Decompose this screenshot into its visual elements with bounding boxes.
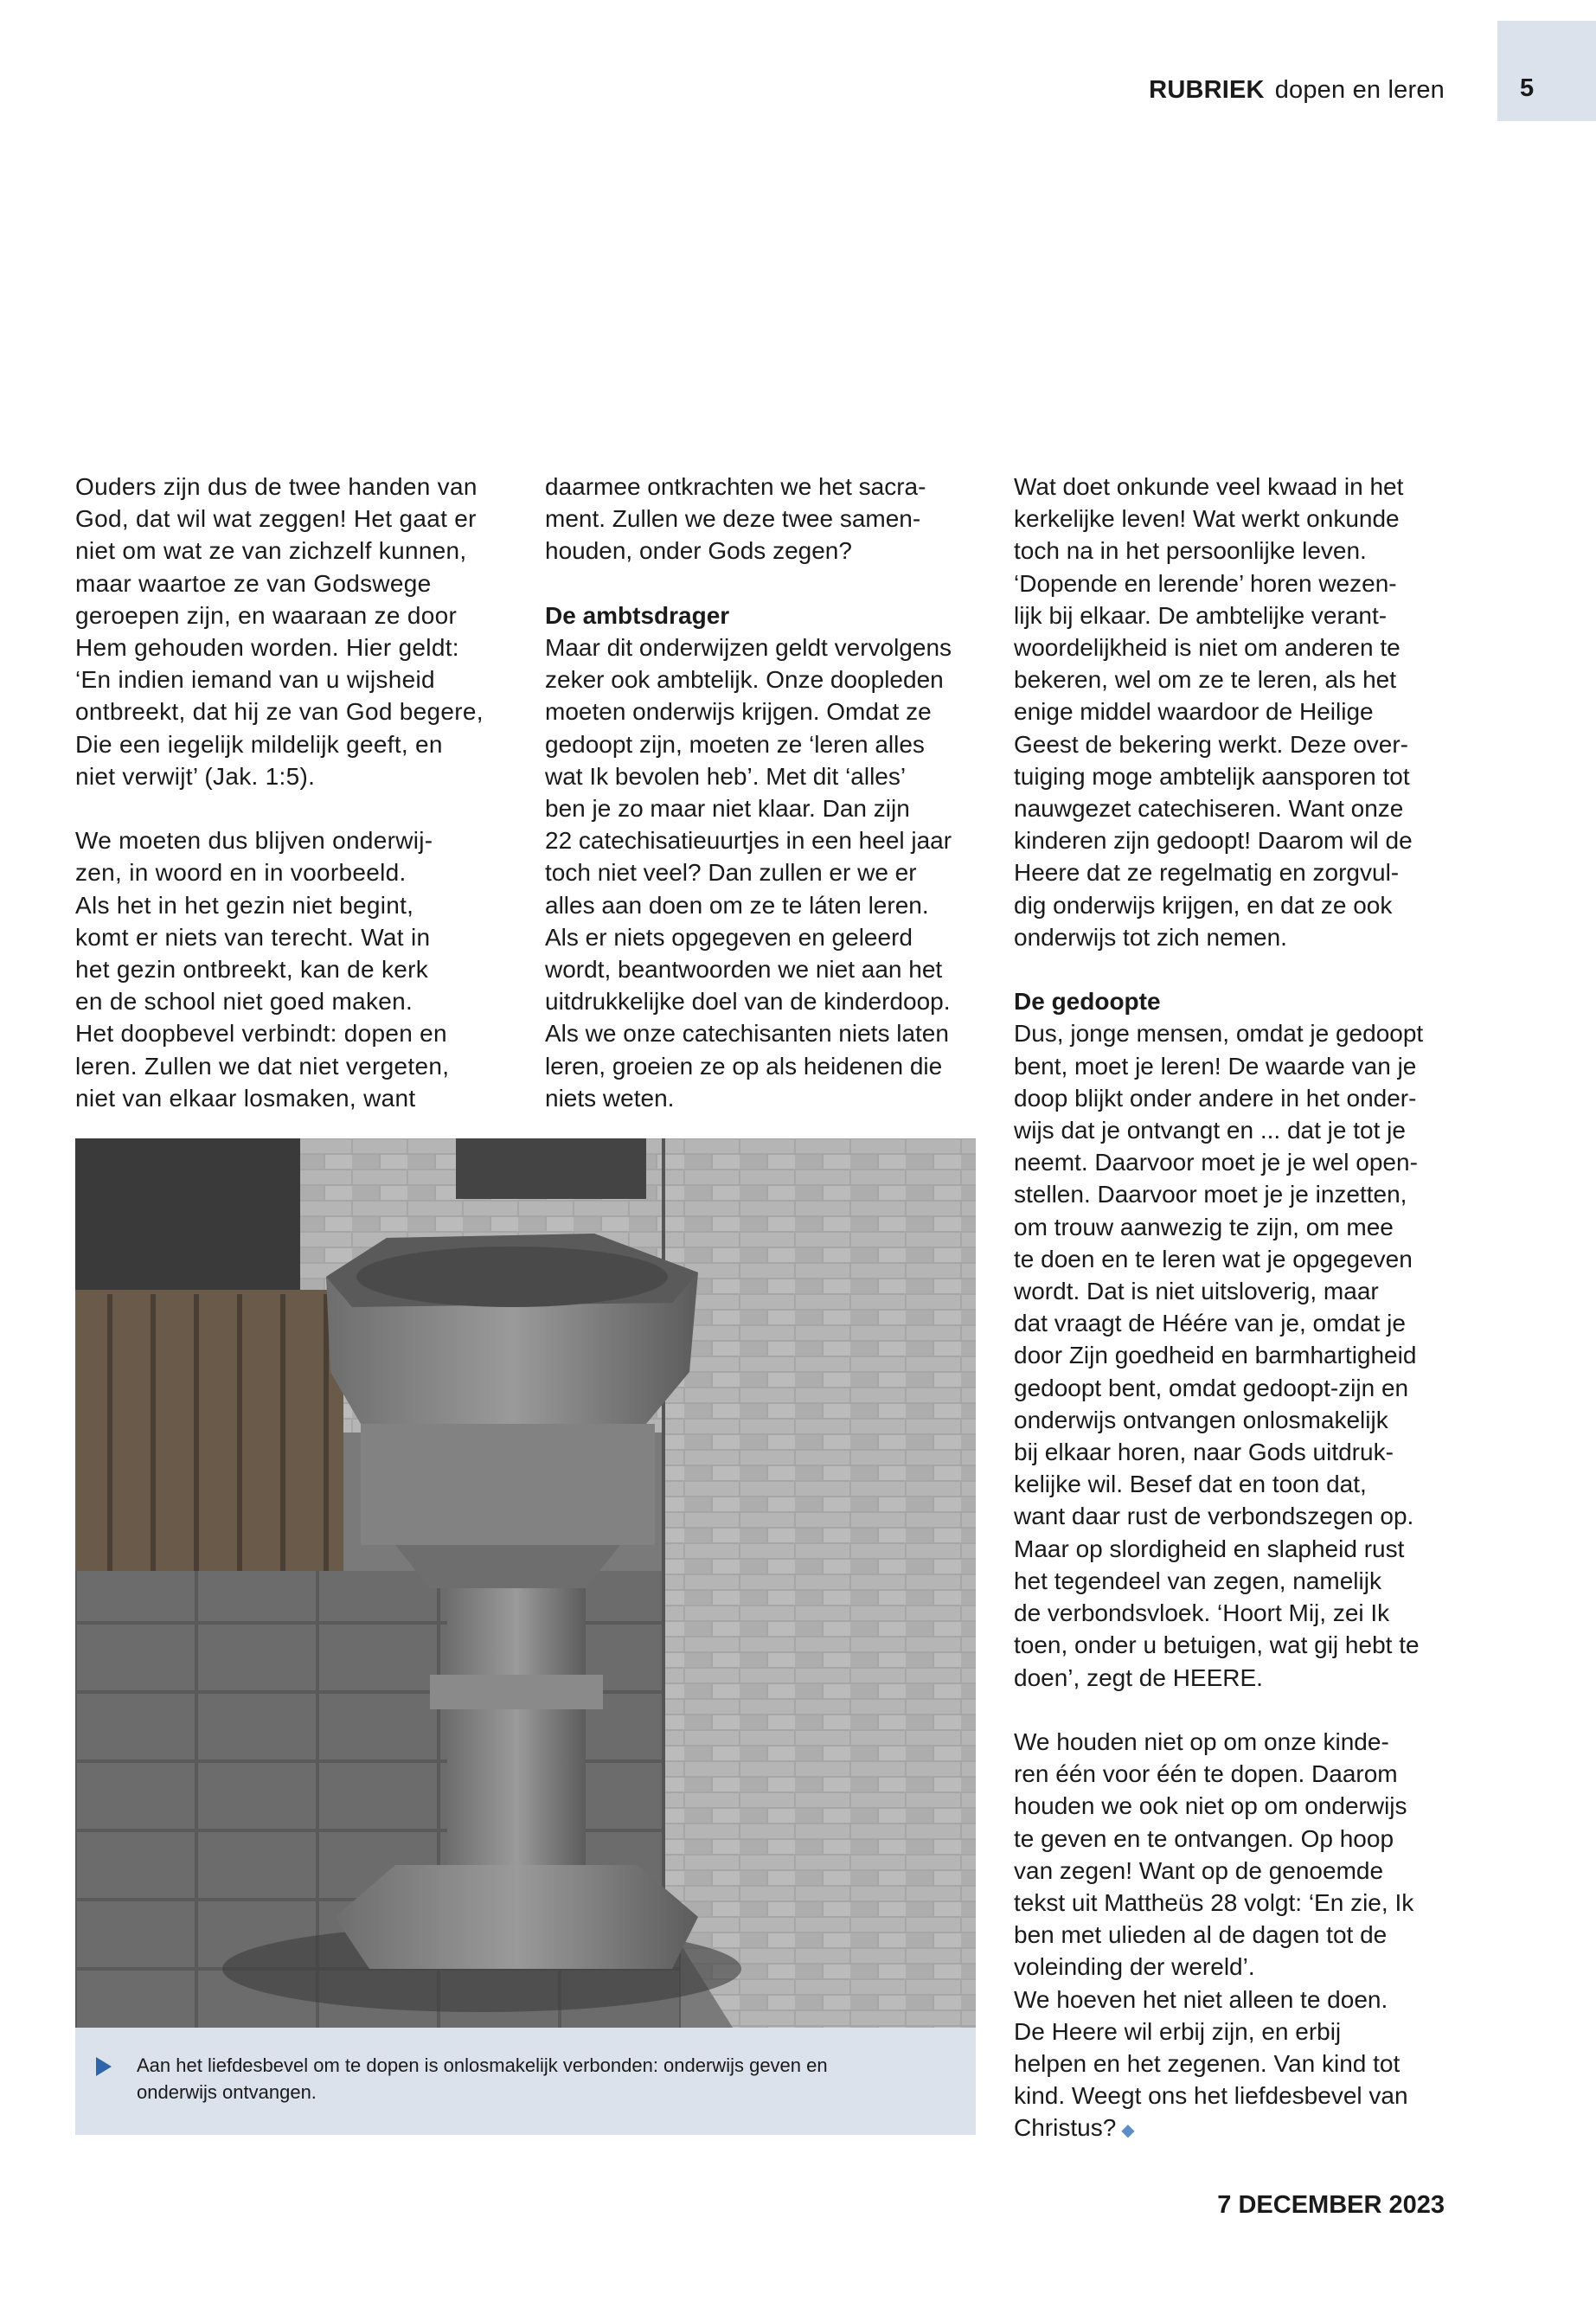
text-line: niets weten. bbox=[545, 1084, 675, 1112]
text-line: dat vraagt de Héére van je, omdat je bbox=[1014, 1310, 1406, 1337]
text-line: tuiging moge ambtelijk aansporen tot bbox=[1014, 762, 1410, 790]
text-line: Maar op slordigheid en slapheid rust bbox=[1014, 1535, 1405, 1562]
caption-arrow-icon bbox=[96, 2057, 112, 2076]
paragraph-gap bbox=[1014, 1694, 1423, 1726]
text-line: gedoopt bent, omdat gedoopt-zijn en bbox=[1014, 1374, 1409, 1401]
text-line: kind. Weegt ons het liefdesbevel van bbox=[1014, 2082, 1408, 2110]
text-line: toen, onder u betuigen, wat gij hebt te bbox=[1014, 1631, 1420, 1659]
section-label: RUBRIEK bbox=[1149, 76, 1265, 104]
text-line: maar waartoe ze van Godswege bbox=[75, 569, 432, 597]
text-line: Wat doet onkunde veel kwaad in het bbox=[1014, 473, 1404, 500]
text-line: bekeren, wel om ze te leren, als het bbox=[1014, 666, 1397, 694]
text-line: helpen en het zegenen. Van kind tot bbox=[1014, 2049, 1401, 2077]
text-line: te geven en te ontvangen. Op hoop bbox=[1014, 1824, 1394, 1852]
text-line: ‘Dopende en lerende’ horen wezen- bbox=[1014, 569, 1397, 597]
paragraph-gap bbox=[75, 792, 484, 824]
text-line: Heere dat ze regelmatig en zorgvul- bbox=[1014, 859, 1400, 887]
text-line: Als het in het gezin niet begint, bbox=[75, 891, 414, 919]
column-1 bbox=[75, 471, 484, 1114]
text-line: woordelijkheid is niet om anderen te bbox=[1014, 634, 1401, 662]
text-line: zen, in woord en in voorbeeld. bbox=[75, 859, 407, 887]
text-line: niet om wat ze van zichzelf kunnen, bbox=[75, 537, 467, 565]
text-line: niet van elkaar losmaken, want bbox=[75, 1084, 416, 1112]
text-line: onderwijs ontvangen onlosmakelijk bbox=[1014, 1406, 1388, 1433]
text-line: alles aan doen om ze te láten leren. bbox=[545, 891, 929, 919]
text-line: komt er niets van terecht. Wat in bbox=[75, 923, 431, 951]
paragraph-gap bbox=[1014, 953, 1423, 985]
caption-line: Aan het liefdesbevel om te dopen is onlosmakelijk verbonden: onderwijs geven en bbox=[137, 2054, 828, 2076]
text-line: Hem gehouden worden. Hier geldt: bbox=[75, 634, 459, 662]
text-line: stellen. Daarvoor moet je je inzetten, bbox=[1014, 1181, 1407, 1208]
text-line: en de school niet goed maken. bbox=[75, 988, 413, 1016]
text-line: kelijke wil. Besef dat en toon dat, bbox=[1014, 1471, 1367, 1498]
text-line: wordt. Dat is niet uitsloverig, maar bbox=[1014, 1278, 1379, 1305]
text-line: bent, moet je leren! De waarde van je bbox=[1014, 1052, 1417, 1080]
text-line: ontbreekt, dat hij ze van God begere, bbox=[75, 698, 484, 726]
text-line: neemt. Daarvoor moet je je wel open- bbox=[1014, 1149, 1418, 1176]
text-line: wijs dat je ontvangt en ... dat je tot je bbox=[1014, 1117, 1406, 1144]
text-line: ren één voor één te dopen. Daarom bbox=[1014, 1760, 1398, 1788]
text-line: gedoopt zijn, moeten ze ‘leren alles bbox=[545, 730, 925, 758]
column-3 bbox=[1014, 471, 1423, 2148]
text-line: toch na in het persoonlijke leven. bbox=[1014, 537, 1367, 565]
photo-caption bbox=[75, 2028, 976, 2135]
text-line: doop blijkt onder andere in het onder- bbox=[1014, 1084, 1417, 1112]
text-line: moeten onderwijs krijgen. Omdat ze bbox=[545, 698, 932, 726]
text-line: houden, onder Gods zegen? bbox=[545, 537, 852, 565]
text-line: wordt, beantwoorden we niet aan het bbox=[545, 956, 943, 984]
page-number-tab bbox=[1497, 21, 1596, 121]
text-line: door Zijn goedheid en barmhartigheid bbox=[1014, 1342, 1417, 1369]
text-line: Dus, jonge mensen, omdat je gedoopt bbox=[1014, 1020, 1424, 1048]
issue-date: 7 DECEMBER 2023 bbox=[1217, 2191, 1445, 2219]
text-line: doen’, zegt de HEERE. bbox=[1014, 1663, 1263, 1691]
text-line: De Heere wil erbij zijn, en erbij bbox=[1014, 2017, 1342, 2045]
text-line: Die een iegelijk mildelijk geeft, en bbox=[75, 730, 443, 758]
text-line: ben met ulieden al de dagen tot de bbox=[1014, 1921, 1388, 1949]
caption-line: onderwijs ontvangen. bbox=[137, 2081, 317, 2103]
end-diamond-icon: ◆ bbox=[1121, 2121, 1135, 2141]
text-line: Maar dit onderwijzen geldt vervolgens bbox=[545, 634, 952, 661]
section-topic: dopen en leren bbox=[1274, 76, 1445, 104]
text-line: God, dat wil wat zeggen! Het gaat er bbox=[75, 505, 477, 533]
baptismal-font-photo bbox=[75, 1138, 976, 2028]
text-line: leren, groeien ze op als heidenen die bbox=[545, 1052, 943, 1080]
subheading-gedoopte: De gedoopte bbox=[1014, 988, 1161, 1016]
text-line: Het doopbevel verbindt: dopen en bbox=[75, 1020, 447, 1048]
text-line: 22 catechisatieuurtjes in een heel jaar bbox=[545, 827, 952, 855]
text-line: om trouw aanwezig te zijn, om mee bbox=[1014, 1213, 1394, 1240]
text-line: dig onderwijs krijgen, en dat ze ook bbox=[1014, 891, 1393, 919]
text-line: lijk bij elkaar. De ambtelijke verant- bbox=[1014, 601, 1388, 629]
text-line: Als er niets opgegeven en geleerd bbox=[545, 923, 913, 951]
paragraph-gap bbox=[545, 567, 952, 599]
text-line: leren. Zullen we dat niet vergeten, bbox=[75, 1052, 450, 1080]
text-line: ment. Zullen we deze twee samen- bbox=[545, 505, 921, 533]
text-line-last bbox=[1014, 2112, 1423, 2147]
text-line: Als we onze catechisanten niets laten bbox=[545, 1020, 949, 1048]
subheading-ambtsdrager: De ambtsdrager bbox=[545, 601, 730, 629]
text-line: geroepen zijn, en waaraan ze door bbox=[75, 601, 458, 629]
text-line: bij elkaar horen, naar Gods uitdruk- bbox=[1014, 1439, 1394, 1466]
text-line: kerkelijke leven! Wat werkt onkunde bbox=[1014, 505, 1400, 533]
text-line: Ouders zijn dus de twee handen van bbox=[75, 473, 478, 500]
text-line: zeker ook ambtelijk. Onze doopleden bbox=[545, 666, 944, 694]
text-line: kinderen zijn gedoopt! Daarom wil de bbox=[1014, 827, 1413, 855]
text-line: ben je zo maar niet klaar. Dan zijn bbox=[545, 795, 910, 823]
text-line: wat Ik bevolen heb’. Met dit ‘alles’ bbox=[545, 762, 907, 790]
text-line: van zegen! Want op de genoemde bbox=[1014, 1856, 1384, 1884]
text-line: tekst uit Mattheüs 28 volgt: ‘En zie, Ik bbox=[1014, 1888, 1414, 1916]
text-line: want daar rust de verbondszegen op. bbox=[1014, 1503, 1414, 1530]
text-line: niet verwijt’ (Jak. 1:5). bbox=[75, 762, 316, 790]
text-line: enige middel waardoor de Heilige bbox=[1014, 698, 1374, 726]
text-line: We moeten dus blijven onderwij- bbox=[75, 827, 433, 855]
text-line: nauwgezet catechiseren. Want onze bbox=[1014, 795, 1404, 823]
baptismal-font-illustration bbox=[75, 1138, 976, 2028]
text-line: te doen en te leren wat je opgegeven bbox=[1014, 1245, 1413, 1272]
text-line: uitdrukkelijke doel van de kinderdoop. bbox=[545, 988, 951, 1016]
page-number: 5 bbox=[1520, 74, 1535, 102]
text-line: Geest de bekering werkt. Deze over- bbox=[1014, 730, 1408, 758]
text-line: onderwijs tot zich nemen. bbox=[1014, 923, 1287, 951]
closing-word: Christus? bbox=[1014, 2114, 1117, 2142]
text-line: voleinding der wereld’. bbox=[1014, 1953, 1255, 1981]
text-line: de verbondsvloek. ‘Hoort Mij, zei Ik bbox=[1014, 1599, 1390, 1627]
section-header bbox=[1149, 76, 1445, 105]
text-line: houden we ook niet op om onderwijs bbox=[1014, 1792, 1407, 1820]
text-line: daarmee ontkrachten we het sacra- bbox=[545, 473, 926, 500]
text-line: We houden niet op om onze kinde- bbox=[1014, 1727, 1389, 1755]
column-2 bbox=[545, 471, 952, 1114]
caption-text bbox=[137, 2052, 828, 2106]
text-line: toch niet veel? Dan zullen er we er bbox=[545, 859, 917, 887]
text-line: ‘En indien iemand van u wijsheid bbox=[75, 666, 435, 694]
text-line: We hoeven het niet alleen te doen. bbox=[1014, 1985, 1388, 2013]
text-line: het tegendeel van zegen, namelijk bbox=[1014, 1567, 1381, 1594]
text-line: het gezin ontbreekt, kan de kerk bbox=[75, 956, 429, 984]
